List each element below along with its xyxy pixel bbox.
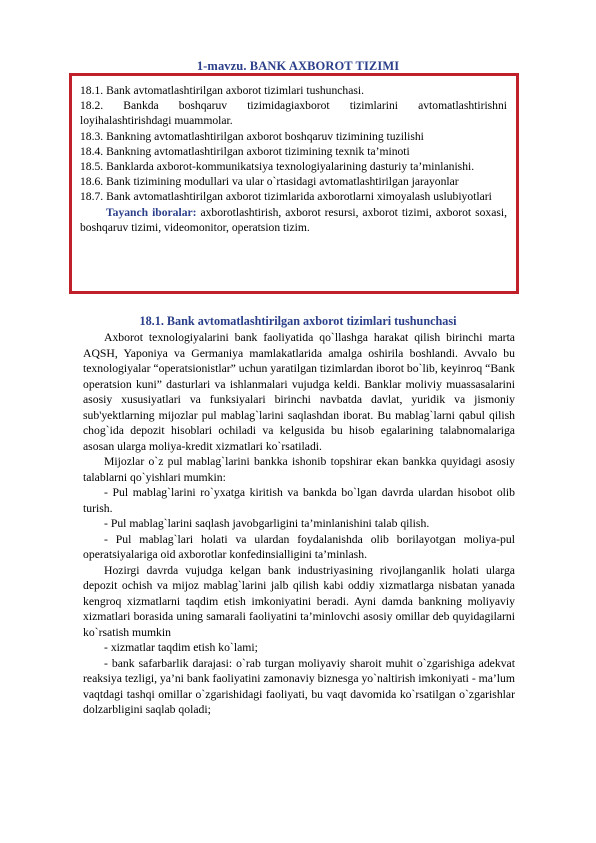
outline-item-18-6: 18.6. Bank tizimining modullari va ular o`rtasidagi avtomatlashtirilgan jarayonlar [80, 175, 459, 189]
keywords-label: Tayanch iboralar: [106, 205, 197, 219]
keywords-paragraph [80, 205, 507, 235]
section-body [83, 330, 515, 718]
outline-item-18-1: 18.1. Bank avtomatlashtirilgan axborot tizimlari tushunchasi. [80, 84, 364, 97]
section-heading: 18.1. Bank avtomatlashtirilgan axborot tizimlari tushunchasi [139, 314, 457, 328]
outline-item-18-2: 18.2. Bankda boshqaruv tizimidagiaxborot tizimlarini avtomatlashtirishni loyihalashtirishdagi muammolar. [80, 99, 507, 128]
outline-item-18-3: 18.3. Bankning avtomatlashtirilgan axborot boshqaruv tizimining tuzilishi [80, 129, 424, 143]
list-item: - Pul mablag`larini saqlash javobgarligini ta’minlanishini talab qilish. [104, 517, 430, 530]
list-item: - bank safarbarlik darajasi: o`rab turgan moliyaviy sharoit muhit o`zgarishiga adekvat reaksiya tezligi, ya’ni bank faoliyatini zamonaviy biznesga yo`naltirish imkoniyati - ma’lum vaqtdagi tashqi omillar o`zgarishidagi faoliyati, bu vaqt davomida ko`rsatilgan o`zgarishlar dolzarbligini saqlab qoladi; [83, 656, 515, 716]
list-item: - Pul mablag`lari holati va ulardan foydalanishda olib borilayotgan moliya-pul operatsiyalariga oid axborotlar konfedinsialligini ta’minlash. [83, 532, 515, 561]
outline-item-18-4: 18.4. Bankning avtomatlashtirilgan axborot tizimining texnik ta’minoti [80, 144, 410, 158]
list-item: - Pul mablag`larini ro`yxatga kiritish va bankda bo`lgan davrda ulardan hisobot olib turish. [83, 486, 515, 515]
outline-item-18-7: 18.7. Bank avtomatlashtirilgan axborot tizimlarida axborotlarni ximoyalash uslubiyotlari [80, 190, 492, 204]
outline-item-18-5: 18.5. Banklarda axborot-kommunikatsiya texnologiyalarining dasturiy ta’minlanishi. [80, 160, 475, 174]
body-paragraph: Mijozlar o`z pul mablag`larini bankka ishonib topshirar ekan bankka quyidagi asosiy talablarni qo`yishlari mumkin: [83, 455, 515, 484]
page-title: 1-mavzu. BANK AXBOROT TIZIMI [196, 59, 400, 73]
body-paragraph: Axborot texnologiyalarini bank faoliyatida qo`llashga harakat qilish birinchi marta AQSH, Yaponiya va Germaniya mamlakatlarida amalga oshirila boshlandi. Avvalo bu texnologiyalar “operatsionistlar” uchun yaratilgan tizimlardan iborot bo`lib, keyinroq “Bank operatsion kuni” dasturlari va ishlanmalari vujudga keldi. Banklar moliviy muassasalarini asosiy xususiyatlari va funksiyalari birinchi navbatda davlat, yuridik va jismoniy sub'yektlarning mijozlar pul mablag`larini saqlashdan iborat. Bu mablag`larni qabul qilish chog`ida depozit hisoblari ochiladi va kelgusida bu hisob egalarining talabnomalariga asosan ularga moliya-kredit xizmatlari ko`rsatiladi. [83, 331, 515, 453]
list-item: - xizmatlar taqdim etish ko`lami; [104, 641, 258, 654]
body-paragraph: Hozirgi davrda vujudga kelgan bank industriyasining rivojlanganlik holati ularga depozit ochish va mijoz mablag`larini jalb qilish kabi oddiy xizmatlarga nisbatan yanada kengroq xizmatlarni taqdim etish imkoniyatini beradi. Ayni damda bankning moliyaviy xizmatlari borasida uning samarali faoliyatini ta’minlovchi asosiy omillar deb quyidagilarni ko`rsatish mumkin [83, 563, 515, 639]
keywords-text: axborotlashtirish, axborot resursi, axborot tizimi, axborot soxasi, boshqaruv tizimi, videomonitor, operatsion tizim. [80, 205, 508, 234]
topic-outline-box [69, 73, 519, 294]
